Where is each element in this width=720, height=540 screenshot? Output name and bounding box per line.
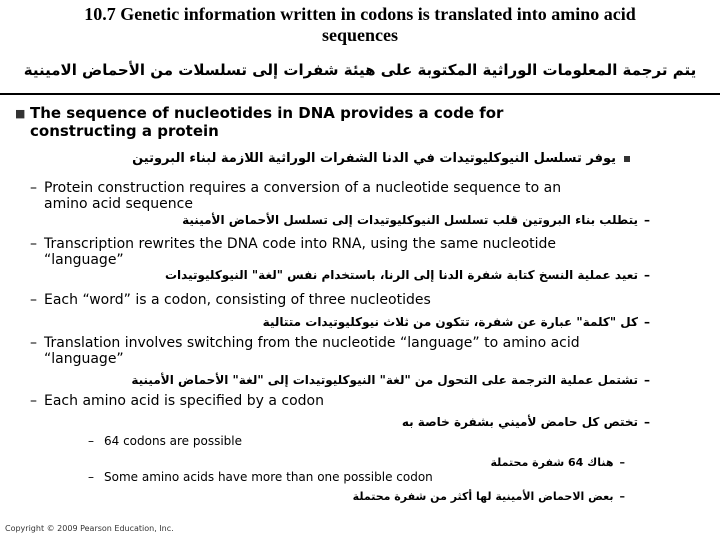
sub-point-arabic — [131, 372, 650, 388]
sub-point-arabic — [165, 267, 650, 283]
dash-bullet: – — [644, 315, 650, 329]
dash-bullet: – — [644, 415, 650, 429]
dash-bullet: – — [30, 393, 37, 409]
dash-bullet: – — [619, 456, 625, 469]
sub-point-line1: Protein construction requires a conversion of a nucleotide sequence to an — [44, 180, 562, 196]
sub-point-arabic-text: تشتمل عملية الترجمة على التحول من "لغة" النيوكليوتيدات إلى "لغة" الأحماض الأمينية — [131, 373, 638, 387]
main-point-line1: The sequence of nucleotides in DNA provides a code for — [30, 104, 504, 122]
sub-point — [30, 335, 704, 367]
dash-bullet: – — [619, 490, 625, 503]
square-bullet-icon: ■ — [15, 107, 26, 120]
sub-point-line1: Transcription rewrites the DNA code into RNA, using the same nucleotide — [44, 236, 557, 252]
main-point-line2: constructing a protein — [30, 122, 219, 140]
main-point-arabic-text: يوفر تسلسل النيوكليوتيدات في الدنا الشفرات الوراثية اللازمة لبناء البروتين — [132, 151, 616, 166]
title-divider — [0, 93, 720, 95]
sub-point — [30, 180, 704, 212]
dash-bullet: – — [30, 335, 37, 351]
detail-point-arabic-text: هناك 64 شفرة محتملة — [490, 456, 614, 469]
sub-point-line2: “language” — [44, 351, 124, 367]
detail-point — [88, 434, 242, 449]
detail-point-text: 64 codons are possible — [104, 434, 243, 448]
sub-point-arabic-text: يتطلب بناء البروتين قلب تسلسل النيوكليوتيدات إلى تسلسل الأحماض الأمينية — [182, 213, 638, 227]
square-bullet-icon — [624, 156, 630, 162]
slide-title — [0, 4, 720, 46]
detail-point-arabic-text: بعض الاحماض الأمينية لها أكثر من شفرة محتملة — [352, 490, 614, 503]
slide-title-line2: sequences — [322, 25, 398, 45]
detail-point — [88, 470, 433, 485]
sub-point-arabic-text: تعيد عملية النسخ كتابة شفرة الدنا إلى الرنا، باستخدام نفس "لغة" النيوكليوتيدات — [165, 268, 638, 282]
dash-bullet: – — [88, 470, 94, 484]
dash-bullet: – — [30, 180, 37, 196]
sub-point-arabic-text: تختص كل حامض لأميني بشفرة خاصة به — [401, 415, 638, 429]
sub-point-line1: Translation involves switching from the nucleotide “language” to amino acid — [44, 335, 580, 351]
sub-point-arabic — [263, 314, 650, 330]
copyright-notice: Copyright © 2009 Pearson Education, Inc. — [5, 524, 174, 533]
main-point — [15, 104, 690, 140]
dash-bullet: – — [88, 434, 94, 448]
dash-bullet: – — [644, 213, 650, 227]
sub-point-arabic-text: كل "كلمة" عبارة عن شفرة، تتكون من ثلاث نيوكليوتيدات متتالية — [262, 315, 638, 329]
dash-bullet: – — [644, 268, 650, 282]
detail-point-text: Some amino acids have more than one possible codon — [104, 470, 433, 484]
sub-point-arabic — [182, 212, 650, 228]
detail-point-arabic — [491, 455, 625, 470]
dash-bullet: – — [30, 292, 37, 308]
main-point-arabic — [132, 150, 630, 168]
sub-point — [30, 236, 704, 268]
sub-point-line2: amino acid sequence — [44, 196, 193, 212]
detail-point-arabic — [353, 489, 625, 504]
sub-point — [30, 292, 704, 308]
slide-title-line1: 10.7 Genetic information written in codons is translated into amino acid — [84, 4, 636, 24]
sub-point — [30, 393, 704, 409]
dash-bullet: – — [30, 236, 37, 252]
slide-title-arabic: يتم ترجمة المعلومات الوراثية المكتوبة على هيئة شفرات إلى تسلسلات من الأحماض الامينية — [23, 61, 697, 79]
sub-point-line1: Each “word” is a codon, consisting of three nucleotides — [44, 292, 431, 308]
sub-point-line1: Each amino acid is specified by a codon — [44, 393, 324, 409]
dash-bullet: – — [644, 373, 650, 387]
sub-point-arabic — [402, 414, 650, 430]
sub-point-line2: “language” — [44, 252, 124, 268]
